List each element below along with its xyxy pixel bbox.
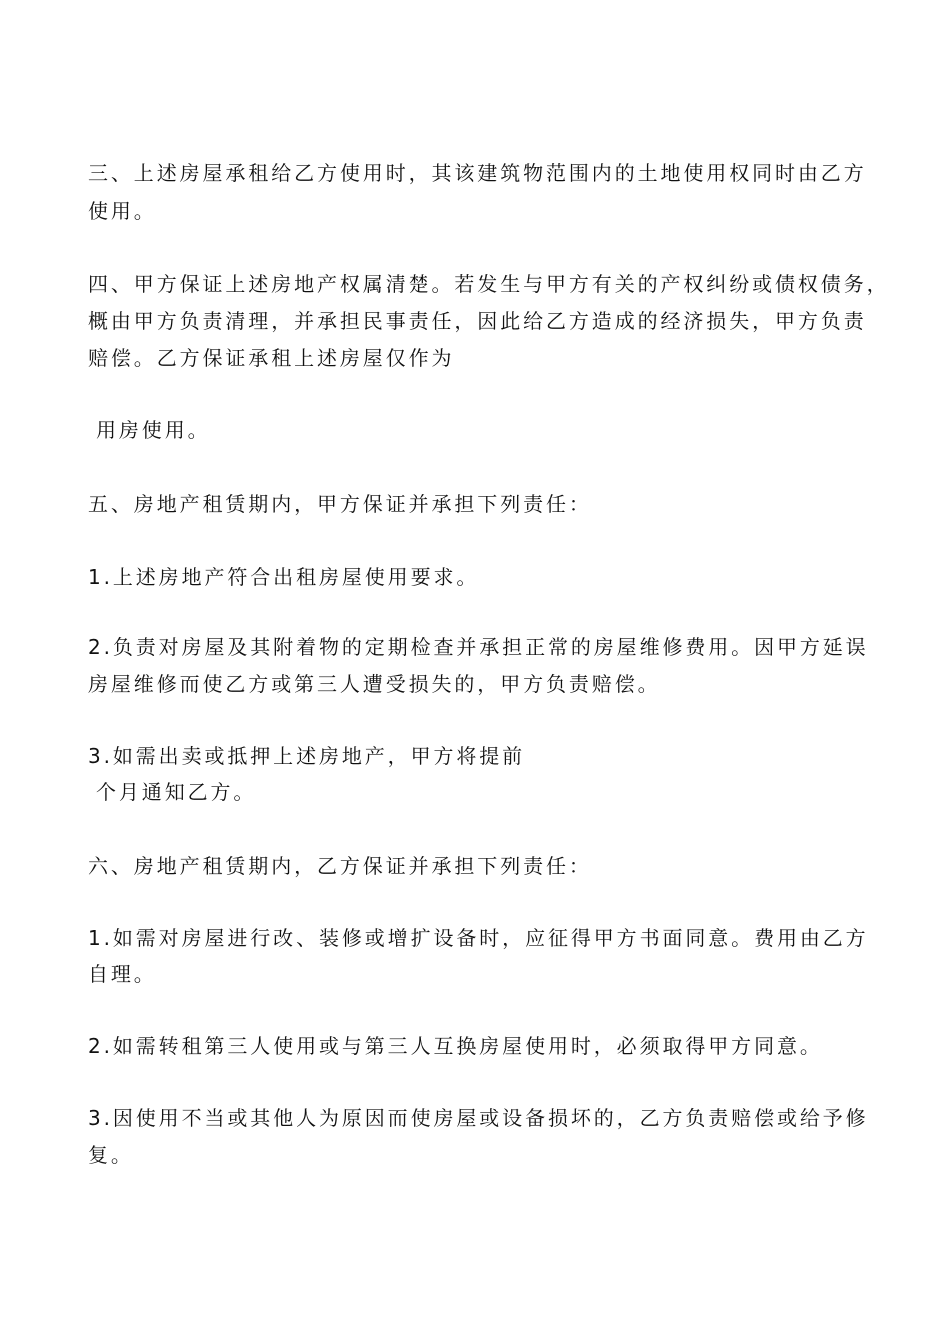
clause-6-item-3-line-1: 3.因使用不当或其他人为原因而使房屋或设备损坏的，乙方负责赔偿或给予修 — [88, 1106, 869, 1130]
clause-4-line-2: 概由甲方负责清理，并承担民事责任，因此给乙方造成的经济损失，甲方负责 — [88, 309, 867, 333]
clause-4-line-4: 用房使用。 — [96, 418, 211, 442]
clause-5-item-2-line-1: 2.负责对房屋及其附着物的定期检查并承担正常的房屋维修费用。因甲方延误 — [88, 635, 869, 659]
clause-6-item-2: 2.如需转租第三人使用或与第三人互换房屋使用时，必须取得甲方同意。 — [88, 1034, 823, 1058]
clause-5-item-3-line-1: 3.如需出卖或抵押上述房地产，甲方将提前 — [88, 744, 526, 768]
clause-5-heading: 五、房地产租赁期内，甲方保证并承担下列责任： — [88, 492, 592, 516]
clause-3-line-2: 使用。 — [88, 199, 157, 223]
clause-6-heading: 六、房地产租赁期内，乙方保证并承担下列责任： — [88, 854, 592, 878]
clause-6-item-3-line-2: 复。 — [88, 1143, 134, 1167]
clause-6-item-1-line-2: 自理。 — [88, 962, 157, 986]
clause-5-item-2-line-2: 房屋维修而使乙方或第三人遭受损失的，甲方负责赔偿。 — [88, 672, 661, 696]
clause-4-line-1: 四、甲方保证上述房地产权属清楚。若发生与甲方有关的产权纠纷或债权债务， — [88, 272, 890, 296]
clause-5-item-1: 1.上述房地产符合出租房屋使用要求。 — [88, 565, 480, 589]
clause-5-item-3-line-2: 个月通知乙方。 — [96, 780, 257, 804]
clause-3-line-1: 三、上述房屋承租给乙方使用时，其该建筑物范围内的土地使用权同时由乙方 — [88, 161, 867, 185]
clause-6-item-1-line-1: 1.如需对房屋进行改、装修或增扩设备时，应征得甲方书面同意。费用由乙方 — [88, 926, 869, 950]
clause-4-line-3: 赔偿。乙方保证承租上述房屋仅作为 — [88, 346, 455, 370]
